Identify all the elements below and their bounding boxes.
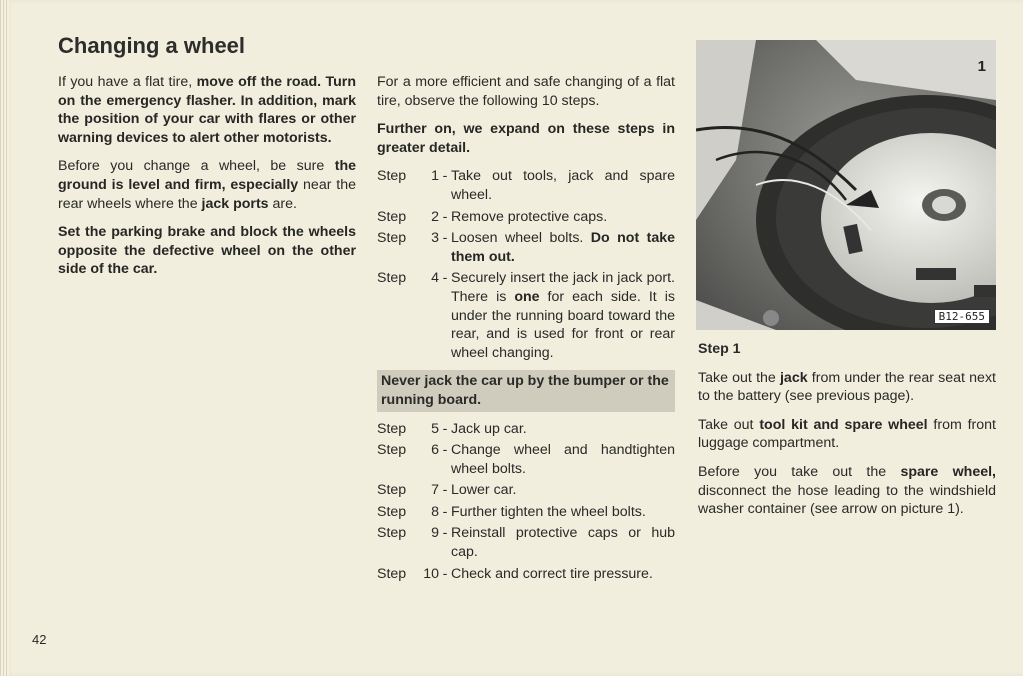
step-label: Step: [377, 208, 407, 225]
step-number: 4: [431, 270, 439, 287]
step-item: [377, 481, 675, 500]
step-dash: -: [442, 442, 448, 459]
step-number: 6: [431, 442, 439, 459]
step-text: Change wheel and handtighten wheel bolts.: [451, 442, 675, 477]
step-item: [377, 420, 675, 439]
step-text: Check and correct tire pressure.: [451, 565, 653, 582]
column-intro: [58, 73, 356, 289]
step-number: 7: [431, 482, 439, 499]
page-number: 42: [32, 632, 47, 647]
parking-brake-paragraph: Set the parking brake and block the wheels opposite the defective wheel on the other side of the car.: [58, 224, 356, 278]
figure-code: B12-655: [934, 309, 990, 324]
step1-toolkit-paragraph: Take out tool kit and spare wheel from front luggage compartment.: [698, 416, 996, 452]
step-dash: -: [442, 420, 448, 437]
step-item: [377, 167, 675, 204]
step-number: 10: [423, 565, 439, 582]
step-item: [377, 441, 675, 478]
step-label: Step: [377, 420, 407, 437]
step-text: Securely insert the jack in jack port. There is one for each side. It is under the running board toward the rear, and is used for front or rear wheel changing.: [451, 270, 675, 361]
step-item: [377, 229, 675, 266]
figure-number: 1: [977, 58, 986, 75]
intro-paragraph: If you have a flat tire, move off the road. Turn on the emergency flasher. In addition, mark the position of your car with flares or other warning devices to alert other motorists.: [58, 74, 356, 146]
step-item: [377, 524, 675, 561]
step-label: Step: [377, 525, 407, 542]
step-dash: -: [442, 525, 448, 542]
step-number: 1: [431, 168, 439, 185]
step-text: Lower car.: [451, 482, 517, 499]
book-spine: [0, 0, 9, 676]
step-number: 2: [431, 208, 439, 225]
column-step1: [698, 340, 996, 529]
step1-heading: Step 1: [698, 341, 741, 357]
steps-list-b: [377, 420, 675, 584]
page-title: Changing a wheel: [58, 33, 246, 58]
step1-jack-paragraph: Take out the jack from under the rear seat next to the battery (see previous page).: [698, 369, 996, 405]
step-label: Step: [377, 442, 407, 459]
step-text: Jack up car.: [451, 420, 527, 437]
steps-intro: For a more efficient and safe changing of a flat tire, observe the following 10 steps.: [377, 74, 675, 109]
step-label: Step: [377, 482, 407, 499]
step-dash: -: [442, 503, 448, 520]
step-dash: -: [442, 230, 448, 247]
step-text: Further tighten the wheel bolts.: [451, 503, 646, 520]
step-text: Take out tools, jack and spare wheel.: [451, 168, 675, 203]
spare-wheel-illustration: [696, 40, 996, 330]
step-item: [377, 208, 675, 227]
step-label: Step: [377, 270, 407, 287]
step-number: 8: [431, 503, 439, 520]
step-number: 9: [431, 525, 439, 542]
column-steps: [377, 73, 675, 591]
step-dash: -: [442, 168, 448, 185]
step-text: Loosen wheel bolts. Do not take them out.: [451, 230, 676, 265]
step-item: [377, 269, 675, 362]
step-label: Step: [377, 503, 407, 520]
step-label: Step: [377, 168, 407, 185]
step-item: [377, 565, 675, 584]
step-text: Reinstall protective caps or hub cap.: [451, 525, 675, 561]
steps-list-a: [377, 167, 675, 362]
step-label: Step: [377, 230, 407, 247]
further-detail-note: Further on, we expand on these steps in greater detail.: [377, 121, 675, 156]
step-dash: -: [442, 565, 448, 582]
step1-spare-wheel-paragraph: Before you take out the spare wheel, disconnect the hose leading to the windshield washer container (see arrow on picture 1).: [698, 463, 996, 518]
step-text: Remove protective caps.: [451, 208, 608, 225]
step-number: 5: [431, 420, 439, 437]
step-number: 3: [431, 230, 439, 247]
step-item: [377, 503, 675, 522]
step-dash: -: [442, 482, 448, 499]
spare-wheel-photo: [696, 40, 996, 330]
step-dash: -: [442, 270, 448, 287]
warning-box: Never jack the car up by the bumper or the running board.: [377, 370, 675, 411]
preparation-paragraph: Before you change a wheel, be sure the ground is level and firm, especially near the rear wheels where the jack ports are.: [58, 158, 356, 212]
step-label: Step: [377, 565, 407, 582]
step-dash: -: [442, 208, 448, 225]
